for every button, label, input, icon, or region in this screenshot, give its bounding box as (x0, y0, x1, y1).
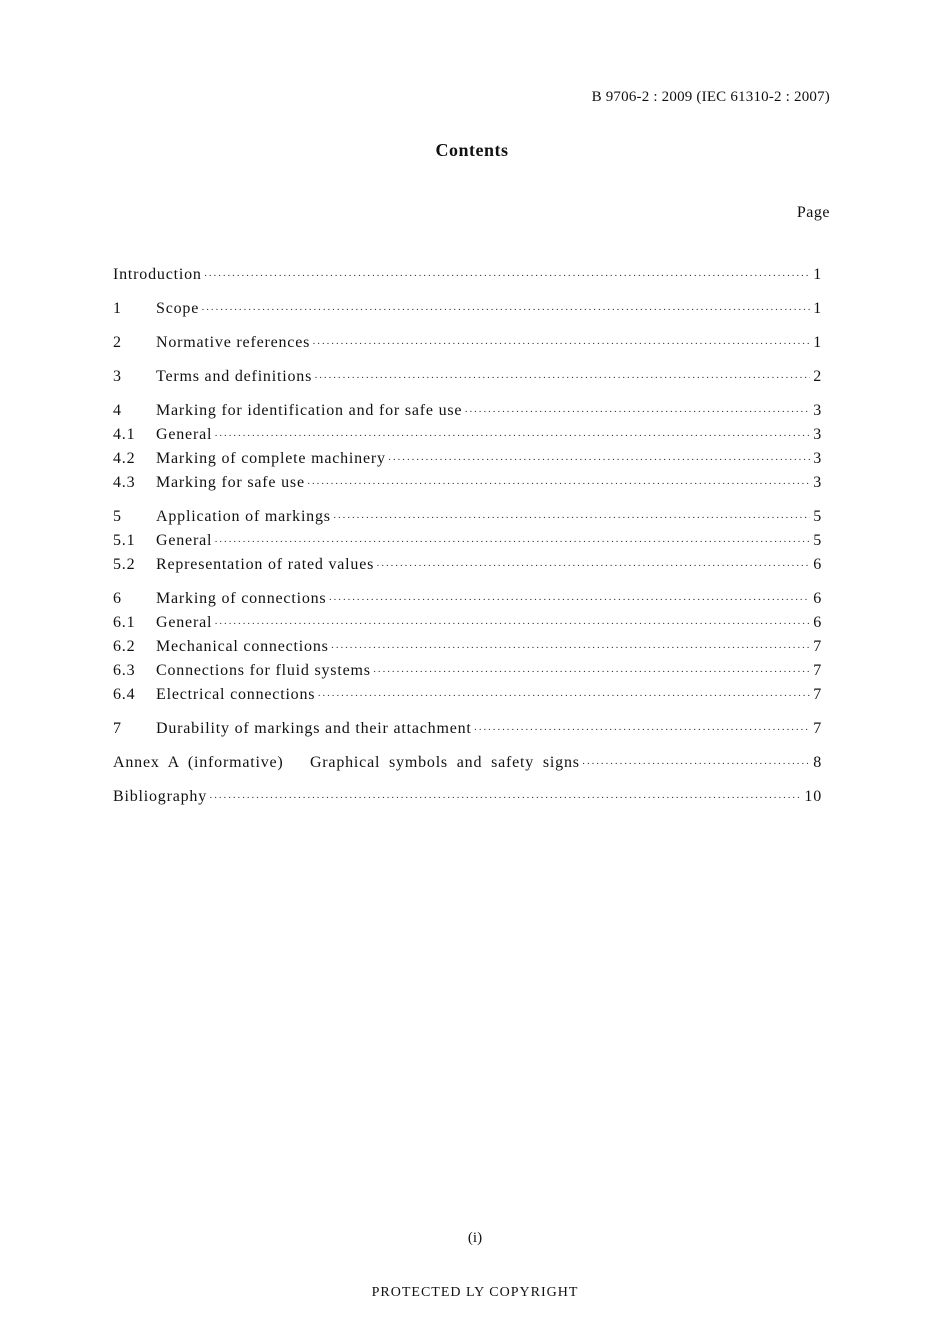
toc-entry-title: Electrical connections (156, 686, 316, 703)
toc-entry-page: 7 (813, 686, 822, 703)
toc-entry-title: Introduction (113, 266, 202, 283)
toc-entry-title: General (156, 614, 213, 631)
toc-entry-page: 5 (813, 532, 822, 549)
toc-entry-number: 7 (113, 720, 122, 737)
toc-entry-number: 6.3 (113, 662, 136, 679)
toc-entry-number: 5.2 (113, 556, 136, 573)
toc-entry-title: Marking of complete machinery (156, 450, 386, 467)
toc-entry-6-3[interactable] (113, 662, 822, 686)
dot-leader (376, 560, 810, 572)
toc-entry-page: 6 (813, 556, 822, 573)
dot-leader (373, 666, 810, 678)
toc-entry-bibliography[interactable] (113, 788, 822, 812)
toc-entry-number: 5.1 (113, 532, 136, 549)
dot-leader (209, 792, 802, 804)
toc-entry-page: 1 (813, 266, 822, 283)
toc-entry-page: 3 (813, 474, 822, 491)
dot-leader (317, 690, 810, 702)
toc-entry-number: 4 (113, 402, 122, 419)
toc-entry-2[interactable] (113, 334, 822, 358)
dot-leader (582, 758, 810, 770)
toc-entry-number: 6.4 (113, 686, 136, 703)
toc-entry-page: 6 (813, 590, 822, 607)
dot-leader (314, 372, 810, 384)
toc-entry-number: 3 (113, 368, 122, 385)
toc-entry-1[interactable] (113, 300, 822, 324)
table-of-contents (113, 266, 822, 812)
toc-entry-number: 1 (113, 300, 122, 317)
toc-entry-number: 5 (113, 508, 122, 525)
toc-entry-6-1[interactable] (113, 614, 822, 638)
toc-entry-page: 3 (813, 450, 822, 467)
toc-entry-number: 4.1 (113, 426, 136, 443)
toc-entry-title: Normative references (156, 334, 311, 351)
toc-entry-7[interactable] (113, 720, 822, 744)
dot-leader (307, 478, 810, 490)
toc-entry-page: 1 (813, 334, 822, 351)
toc-entry-4[interactable] (113, 402, 822, 426)
toc-entry-page: 3 (813, 402, 822, 419)
toc-entry-5[interactable] (113, 508, 822, 532)
toc-entry-title: Application of markings (156, 508, 331, 525)
toc-entry-title: Annex A (informative) Graphical symbols and safety signs (113, 754, 580, 771)
toc-entry-5-1[interactable] (113, 532, 822, 556)
toc-entry-6-4[interactable] (113, 686, 822, 710)
toc-entry-title: Durability of markings and their attachment (156, 720, 472, 737)
toc-entry-title: Representation of rated values (156, 556, 375, 573)
dot-leader (201, 304, 810, 316)
dot-leader (388, 454, 810, 466)
toc-entry-4-2[interactable] (113, 450, 822, 474)
dot-leader (214, 536, 810, 548)
toc-entry-page: 7 (813, 638, 822, 655)
page-folio: (i) (467, 1230, 483, 1246)
toc-entry-page: 1 (813, 300, 822, 317)
toc-entry-title: Marking for safe use (156, 474, 305, 491)
toc-entry-annex-a[interactable] (113, 754, 822, 778)
dot-leader (333, 512, 810, 524)
toc-entry-title: Marking for identification and for safe use (156, 402, 463, 419)
toc-entry-3[interactable] (113, 368, 822, 392)
toc-entry-number: 6.1 (113, 614, 136, 631)
toc-entry-introduction[interactable] (113, 266, 822, 290)
toc-entry-number: 6 (113, 590, 122, 607)
toc-entry-page: 10 (804, 788, 822, 805)
toc-entry-6[interactable] (113, 590, 822, 614)
toc-entry-page: 7 (813, 662, 822, 679)
toc-entry-title: General (156, 426, 213, 443)
toc-entry-title: Connections for fluid systems (156, 662, 371, 679)
toc-entry-title: General (156, 532, 213, 549)
dot-leader (328, 594, 810, 606)
toc-entry-page: 8 (813, 754, 822, 771)
toc-entry-number: 6.2 (113, 638, 136, 655)
toc-entry-6-2[interactable] (113, 638, 822, 662)
dot-leader (312, 338, 810, 350)
toc-entry-number: 4.3 (113, 474, 136, 491)
toc-entry-title: Mechanical connections (156, 638, 329, 655)
toc-entry-page: 2 (813, 368, 822, 385)
toc-entry-page: 5 (813, 508, 822, 525)
toc-entry-page: 7 (813, 720, 822, 737)
toc-entry-title: Marking of connections (156, 590, 327, 607)
dot-leader (214, 430, 810, 442)
toc-entry-number: 2 (113, 334, 122, 351)
standard-reference: B 9706-2 : 2009 (IEC 61310-2 : 2007) (591, 89, 830, 105)
toc-entry-number: 4.2 (113, 450, 136, 467)
dot-leader (214, 618, 810, 630)
toc-entry-title: Scope (156, 300, 200, 317)
copyright-notice: PROTECTED LY COPYRIGHT (371, 1285, 579, 1300)
toc-entry-page: 6 (813, 614, 822, 631)
toc-entry-title: Terms and definitions (156, 368, 313, 385)
dot-leader (331, 642, 810, 654)
dot-leader (204, 270, 810, 282)
toc-entry-4-3[interactable] (113, 474, 822, 498)
page-title: Contents (435, 140, 509, 160)
dot-leader (464, 406, 810, 418)
toc-entry-4-1[interactable] (113, 426, 822, 450)
page-column-label: Page (796, 204, 830, 221)
toc-entry-page: 3 (813, 426, 822, 443)
dot-leader (474, 724, 810, 736)
toc-entry-title: Bibliography (113, 788, 208, 805)
toc-entry-5-2[interactable] (113, 556, 822, 580)
